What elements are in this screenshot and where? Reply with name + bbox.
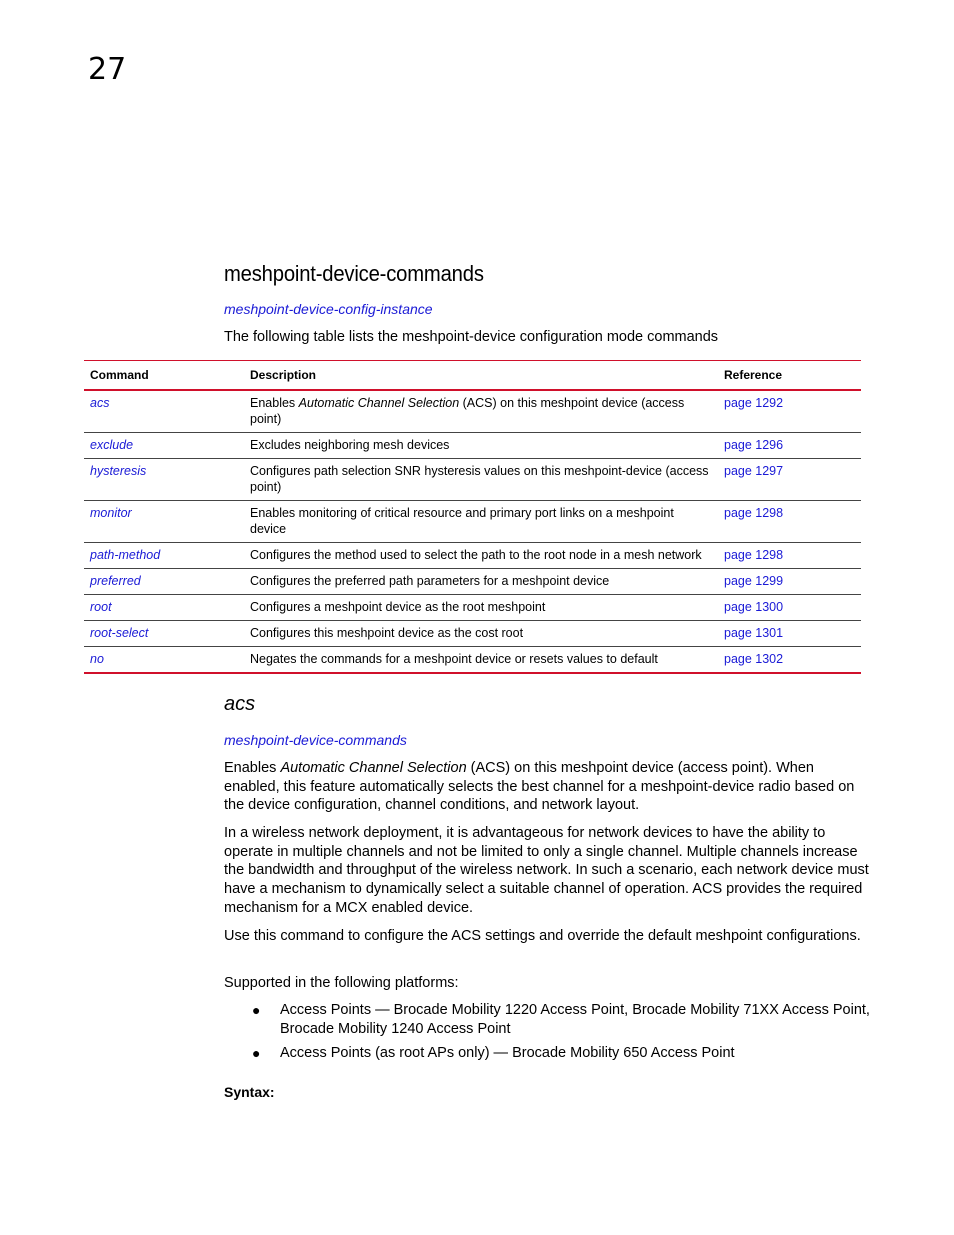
reference-link[interactable]: page 1299 xyxy=(724,574,784,588)
acs-paragraph-1 xyxy=(224,759,870,815)
platform-list xyxy=(252,1001,872,1069)
bullet-icon: ● xyxy=(252,1045,261,1062)
description-cell xyxy=(244,543,718,569)
description-cell xyxy=(244,647,718,674)
table-row xyxy=(84,501,861,543)
command-link[interactable]: path-method xyxy=(90,548,161,562)
reference-cell xyxy=(718,543,861,569)
table-row xyxy=(84,647,861,674)
command-link[interactable]: no xyxy=(90,652,104,666)
description-text: Excludes neighboring mesh devices xyxy=(250,438,450,452)
command-link[interactable]: preferred xyxy=(90,574,141,588)
reference-link[interactable]: page 1300 xyxy=(724,600,784,614)
reference-link[interactable]: page 1298 xyxy=(724,548,784,562)
command-link[interactable]: exclude xyxy=(90,438,134,452)
reference-cell xyxy=(718,621,861,647)
description-text: Enables xyxy=(250,396,299,410)
chapter-number: 27 xyxy=(88,52,127,87)
reference-link[interactable]: page 1298 xyxy=(724,506,784,520)
table-row xyxy=(84,621,861,647)
syntax-label: Syntax: xyxy=(224,1084,275,1100)
description-text: Negates the commands for a meshpoint device or resets values to default xyxy=(250,652,658,666)
command-cell xyxy=(84,543,244,569)
section-title: meshpoint-device-commands xyxy=(224,261,484,286)
command-cell xyxy=(84,647,244,674)
description-cell xyxy=(244,459,718,501)
acs-parent-link[interactable]: meshpoint-device-commands xyxy=(224,732,407,748)
command-cell xyxy=(84,621,244,647)
reference-cell xyxy=(718,459,861,501)
command-link[interactable]: hysteresis xyxy=(90,464,147,478)
platform-text: Access Points — Brocade Mobility 1220 Access Point, Brocade Mobility 71XX Access Point, Brocade Mobility 1240 Access Point xyxy=(280,1002,870,1037)
description-text: Configures the method used to select the path to the root node in a mesh network xyxy=(250,548,702,562)
commands-table xyxy=(84,360,861,674)
reference-link[interactable]: page 1302 xyxy=(724,652,784,666)
command-cell xyxy=(84,459,244,501)
platform-item xyxy=(252,1001,872,1038)
table-header-row xyxy=(84,361,861,391)
command-cell xyxy=(84,501,244,543)
acs-p1-text: Enables xyxy=(224,760,281,776)
table-row xyxy=(84,433,861,459)
command-link[interactable]: root-select xyxy=(90,626,149,640)
command-link[interactable]: acs xyxy=(90,396,110,410)
command-link[interactable]: monitor xyxy=(90,506,132,520)
command-link[interactable]: root xyxy=(90,600,112,614)
command-cell xyxy=(84,390,244,433)
platform-text: Access Points (as root APs only) — Brocade Mobility 650 Access Point xyxy=(280,1045,735,1062)
header-command: Command xyxy=(84,361,244,391)
reference-link[interactable]: page 1297 xyxy=(724,464,784,478)
description-emphasis: Automatic Channel Selection xyxy=(298,396,460,410)
reference-cell xyxy=(718,569,861,595)
description-cell xyxy=(244,595,718,621)
description-text: Configures this meshpoint device as the cost root xyxy=(250,626,524,640)
acs-paragraph-3: Use this command to configure the ACS settings and override the default meshpoint configurations. xyxy=(224,928,861,944)
bullet-icon: ● xyxy=(252,1002,261,1018)
table-row xyxy=(84,569,861,595)
description-text: Configures a meshpoint device as the root meshpoint xyxy=(250,600,546,614)
reference-cell xyxy=(718,390,861,433)
description-cell xyxy=(244,569,718,595)
reference-cell xyxy=(718,501,861,543)
description-cell xyxy=(244,501,718,543)
acs-paragraph-4: Supported in the following platforms: xyxy=(224,975,459,991)
reference-cell xyxy=(718,595,861,621)
description-cell xyxy=(244,390,718,433)
header-reference: Reference xyxy=(718,361,861,391)
acs-title: acs xyxy=(224,693,256,715)
description-text-cont: (ACS) on this meshpoint device (access point) xyxy=(250,396,685,426)
command-cell xyxy=(84,569,244,595)
reference-link[interactable]: page 1292 xyxy=(724,396,784,410)
acs-p1-text-cont: (ACS) on this meshpoint device (access point). When enabled, this feature automatically selects the best channel for a meshpoint-device radio based on the device configuration, channel conditions, and network layout. xyxy=(224,760,855,814)
reference-cell xyxy=(718,647,861,674)
table-row xyxy=(84,543,861,569)
parent-context-link[interactable]: meshpoint-device-config-instance xyxy=(224,301,433,317)
command-cell xyxy=(84,433,244,459)
description-cell xyxy=(244,433,718,459)
table-intro: The following table lists the meshpoint-device configuration mode commands xyxy=(224,329,719,345)
acs-paragraph-2: In a wireless network deployment, it is advantageous for network devices to have the ability to operate in multiple channels and not be limited to only a single channel. Multiple channels increase the bandwidth and throughput of the wireless network. In such a scenario, each network device must have a mechanism to dynamically select a suitable channel of operation. ACS provides the required mechanism for a MCX enabled device. xyxy=(224,825,869,916)
description-text: Enables monitoring of critical resource and primary port links on a meshpoint device xyxy=(250,506,674,536)
description-text: Configures the preferred path parameters for a meshpoint device xyxy=(250,574,610,588)
reference-link[interactable]: page 1296 xyxy=(724,438,784,452)
table-row xyxy=(84,459,861,501)
platform-item xyxy=(252,1044,872,1063)
description-cell xyxy=(244,621,718,647)
reference-link[interactable]: page 1301 xyxy=(724,626,784,640)
header-description: Description xyxy=(244,361,718,391)
table-row xyxy=(84,390,861,433)
reference-cell xyxy=(718,433,861,459)
description-text: Configures path selection SNR hysteresis values on this meshpoint-device (access point) xyxy=(250,464,709,494)
command-cell xyxy=(84,595,244,621)
table-row xyxy=(84,595,861,621)
acs-p1-emphasis: Automatic Channel Selection xyxy=(280,760,467,776)
